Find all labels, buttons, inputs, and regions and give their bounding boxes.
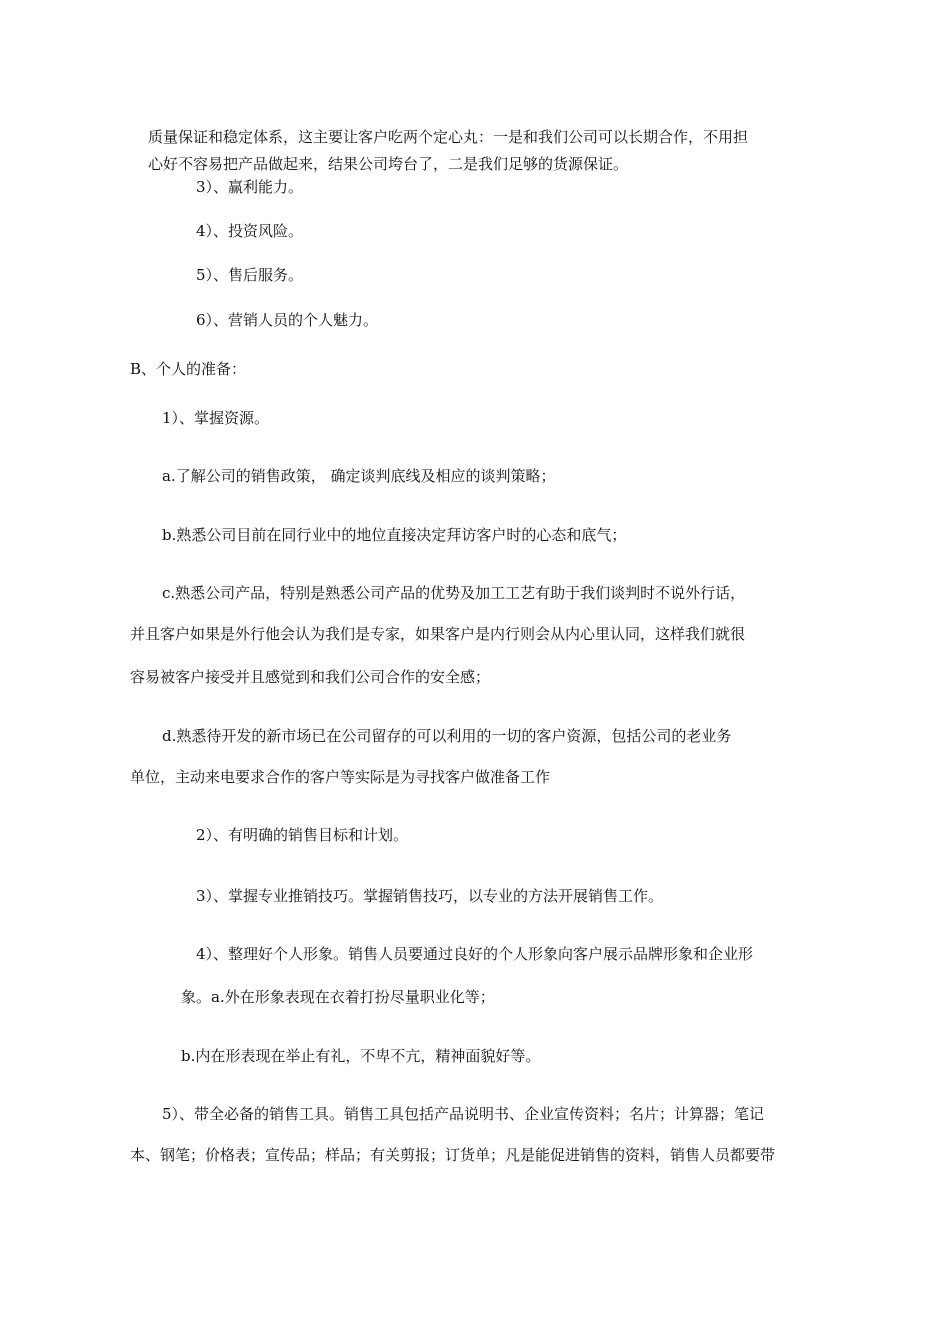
list-item: 4）、整理好个人形象。销售人员要通过良好的个人形象向客户展示品牌形象和企业形: [196, 945, 754, 963]
paragraph-line: d.熟悉待开发的新市场已在公司留存的可以利用的一切的客户资源，包括公司的老业务: [162, 727, 732, 745]
paragraph-line: 并且客户如果是外行他会认为我们是专家，如果客户是内行则会从内心里认同，这样我们就很: [130, 625, 746, 643]
paragraph-line: 本、钢笔；价格表；宣传品；样品；有关剪报；订货单；凡是能促进销售的资料，销售人员都要带: [130, 1146, 776, 1164]
paragraph-line: 象。a.外在形象表现在衣着打扮尽量职业化等；: [181, 988, 495, 1006]
paragraph-line: 单位，主动来电要求合作的客户等实际是为寻找客户做准备工作: [130, 768, 551, 786]
list-item: 4）、投资风险。: [196, 222, 304, 240]
paragraph-line: b.内在形表现在举止有礼，不卑不亢，精神面貌好等。: [181, 1047, 541, 1065]
list-item: 3）、赢利能力。: [196, 178, 304, 196]
paragraph-line: c.熟悉公司产品，特别是熟悉公司产品的优势及加工工艺有助于我们谈判时不说外行话，: [162, 584, 746, 602]
list-item: b.熟悉公司目前在同行业中的地位直接决定拜访客户时的心态和底气；: [162, 526, 627, 544]
list-item: 6）、营销人员的个人魅力。: [196, 311, 379, 329]
section-heading: B、个人的准备：: [130, 360, 247, 378]
list-item: 3）、掌握专业推销技巧。掌握销售技巧，以专业的方法开展销售工作。: [196, 887, 664, 905]
paragraph-line: 心好不容易把产品做起来，结果公司垮台了，二是我们足够的货源保证。: [148, 155, 629, 173]
paragraph-line: 容易被客户接受并且感觉到和我们公司合作的安全感；: [130, 668, 491, 686]
list-item: 5）、带全必备的销售工具。销售工具包括产品说明书、企业宣传资料；名片；计算器；笔记: [162, 1105, 765, 1123]
paragraph-line: 质量保证和稳定体系，这主要让客户吃两个定心丸：一是和我们公司可以长期合作，不用担: [148, 128, 749, 146]
list-item: 2）、有明确的销售目标和计划。: [196, 826, 409, 844]
list-item: 1）、掌握资源。: [162, 409, 270, 427]
list-item: 5）、售后服务。: [196, 266, 304, 284]
list-item: a.了解公司的销售政策， 确定谈判底线及相应的谈判策略；: [162, 467, 556, 485]
